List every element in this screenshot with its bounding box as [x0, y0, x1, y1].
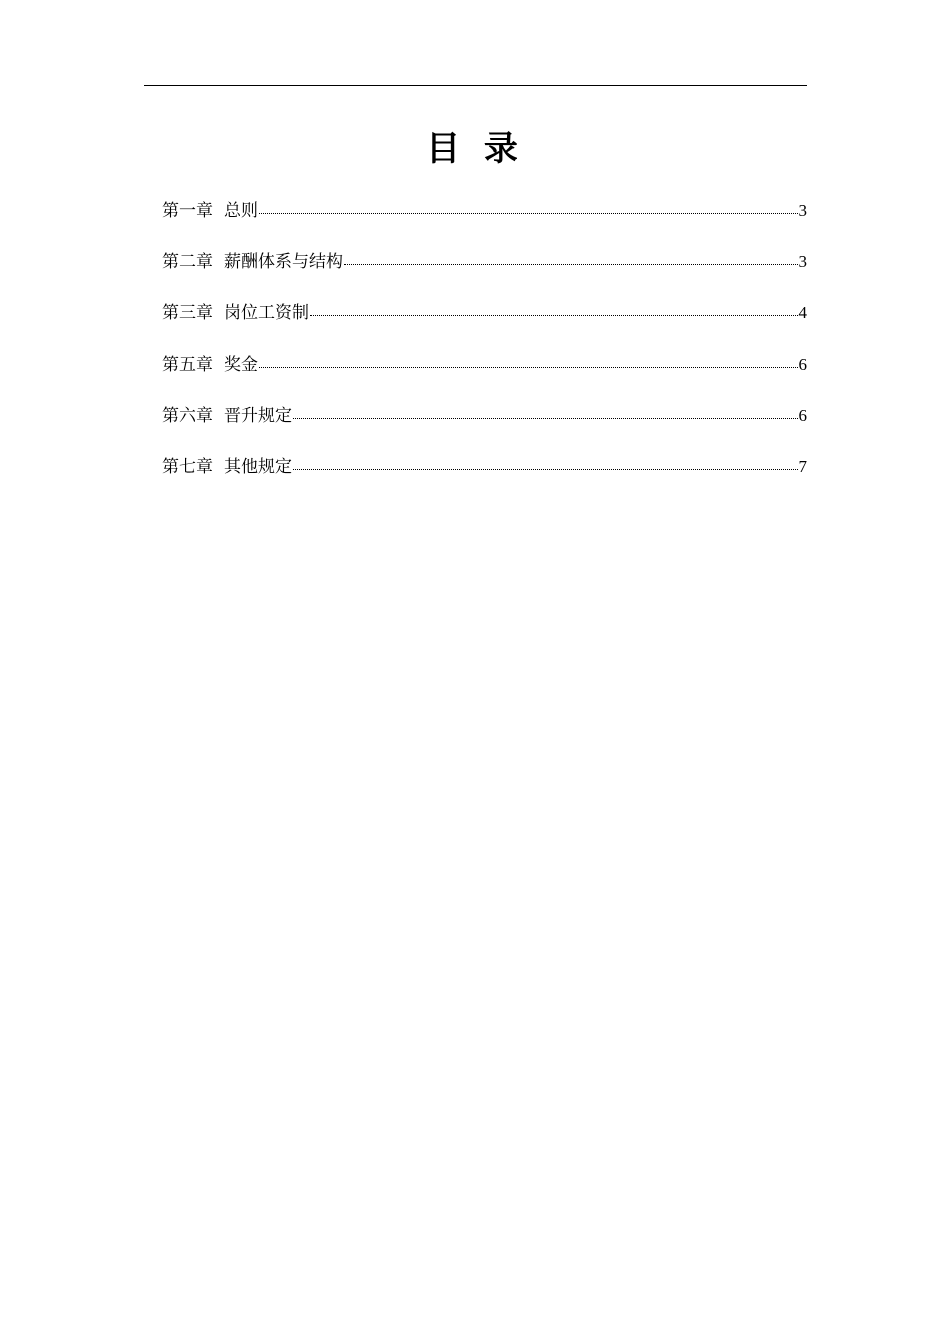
toc-page-number: 3 [798, 201, 807, 220]
toc-title: 目 录 [426, 129, 524, 169]
toc-chapter-title: 其他规定 [224, 456, 292, 477]
toc-chapter-title: 晋升规定 [224, 405, 292, 426]
toc-chapter-number: 第二章 [162, 252, 213, 273]
toc-list [162, 197, 807, 504]
toc-chapter-number: 第六章 [162, 405, 213, 426]
toc-page-number: 7 [798, 456, 807, 476]
toc-chapter-title: 总则 [224, 201, 258, 221]
toc-page-number: 4 [798, 303, 807, 323]
toc-dot-leader [259, 212, 798, 214]
toc-chapter-number: 第一章 [162, 201, 213, 221]
toc-page-number: 3 [798, 252, 807, 272]
header-rule [144, 85, 807, 86]
toc-chapter-title: 薪酬体系与结构 [224, 252, 343, 273]
toc-entry[interactable] [162, 299, 807, 350]
toc-chapter-number: 第五章 [162, 354, 213, 375]
toc-entry[interactable] [162, 402, 807, 453]
toc-page-number: 6 [798, 405, 807, 425]
toc-dot-leader [293, 417, 798, 419]
toc-entry[interactable] [162, 197, 807, 248]
toc-entry[interactable] [162, 351, 807, 402]
toc-chapter-title: 奖金 [224, 354, 258, 375]
toc-chapter-number: 第三章 [162, 303, 213, 324]
toc-dot-leader [259, 366, 798, 368]
toc-chapter-title: 岗位工资制 [224, 303, 309, 324]
toc-dot-leader [344, 263, 798, 265]
toc-chapter-number: 第七章 [162, 456, 213, 477]
toc-page-number: 6 [798, 354, 807, 374]
toc-entry[interactable] [162, 248, 807, 299]
toc-dot-leader [293, 468, 798, 470]
toc-dot-leader [310, 314, 798, 316]
toc-entry[interactable] [162, 453, 807, 504]
